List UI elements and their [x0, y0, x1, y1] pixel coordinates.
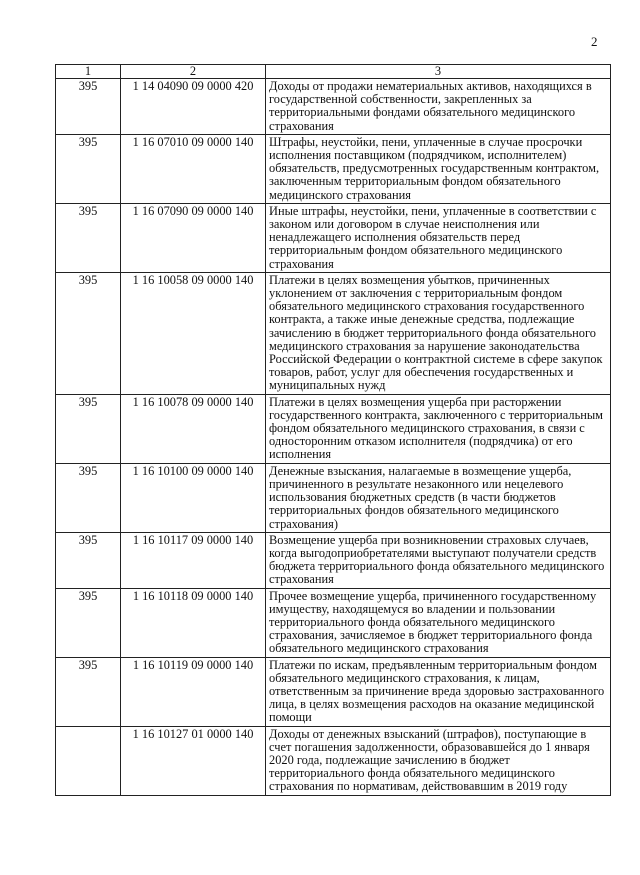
- admin-code-cell: 395: [56, 463, 121, 532]
- admin-code-cell: 395: [56, 203, 121, 272]
- admin-code-cell: 395: [56, 657, 121, 726]
- table-row: [56, 588, 611, 657]
- revenue-code-cell: 1 16 07090 09 0000 140: [121, 203, 266, 272]
- page-number: 2: [591, 34, 598, 49]
- table-row: [56, 394, 611, 463]
- table-row: [56, 726, 611, 795]
- revenue-name-cell: Платежи в целях возмещения убытков, причиненных уклонением от заключения с территориальным фондом обязательного медицинского страхования государственного контракта, а также иные денежные средства, подлежащие зачислению в бюджет территориального фонда обязательного медицинского страхования за нарушение законодательства Российской Федерации о контрактной системе в сфере закупок товаров, работ, услуг для обеспечения государственных и муниципальных нужд: [266, 272, 611, 394]
- header-cell-code: 2: [121, 65, 266, 79]
- admin-code-cell: 395: [56, 394, 121, 463]
- admin-code-cell: 395: [56, 532, 121, 588]
- admin-code-cell: [56, 726, 121, 795]
- admin-code-cell: 395: [56, 588, 121, 657]
- admin-code-cell: 395: [56, 134, 121, 203]
- revenue-code-cell: 1 16 10078 09 0000 140: [121, 394, 266, 463]
- revenue-code-cell: 1 16 10117 09 0000 140: [121, 532, 266, 588]
- revenue-code-cell: 1 16 10118 09 0000 140: [121, 588, 266, 657]
- revenue-code-cell: 1 16 10119 09 0000 140: [121, 657, 266, 726]
- revenue-code-cell: 1 16 10100 09 0000 140: [121, 463, 266, 532]
- revenue-code-cell: 1 14 04090 09 0000 420: [121, 79, 266, 135]
- revenue-name-cell: Иные штрафы, неустойки, пени, уплаченные в соответствии с законом или договором в случае неисполнения или ненадлежащего исполнения обязательств перед территориальным фондом обязательного медицинского страхования: [266, 203, 611, 272]
- revenue-name-cell: Доходы от продажи нематериальных активов, находящихся в государственной собственности, закрепленных за территориальными фондами обязательного медицинского страхования: [266, 79, 611, 135]
- table-header-row: [56, 65, 611, 79]
- revenue-name-cell: Штрафы, неустойки, пени, уплаченные в случае просрочки исполнения поставщиком (подрядчиком, исполнителем) обязательств, предусмотренных государственным контрактом, заключенным территориальным фондом обязательного медицинского страхования: [266, 134, 611, 203]
- admin-code-cell: 395: [56, 79, 121, 135]
- revenue-codes-table: [55, 64, 611, 796]
- table-row: [56, 532, 611, 588]
- revenue-name-cell: Платежи по искам, предъявленным территориальным фондом обязательного медицинского страхования, к лицам, ответственным за причинение вреда здоровью застрахованного лица, в целях возмещения расходов на оказание медицинской помощи: [266, 657, 611, 726]
- revenue-code-cell: 1 16 07010 09 0000 140: [121, 134, 266, 203]
- revenue-code-cell: 1 16 10127 01 0000 140: [121, 726, 266, 795]
- table-row: [56, 657, 611, 726]
- table-row: [56, 272, 611, 394]
- revenue-name-cell: Денежные взыскания, налагаемые в возмещение ущерба, причиненного в результате незаконного или нецелевого использования бюджетных средств (в части бюджетов территориальных фондов обязательного медицинского страхования): [266, 463, 611, 532]
- revenue-name-cell: Доходы от денежных взысканий (штрафов), поступающие в счет погашения задолженности, образовавшейся до 1 января 2020 года, подлежащие зачислению в бюджет территориального фонда обязательного медицинского страхования по нормативам, действовавшим в 2019 году: [266, 726, 611, 795]
- revenue-code-cell: 1 16 10058 09 0000 140: [121, 272, 266, 394]
- table-row: [56, 79, 611, 135]
- admin-code-cell: 395: [56, 272, 121, 394]
- revenue-name-cell: Платежи в целях возмещения ущерба при расторжении государственного контракта, заключенного с территориальным фондом обязательного медицинского страхования, в связи с односторонним отказом исполнителя (подрядчика) от его исполнения: [266, 394, 611, 463]
- table-row: [56, 463, 611, 532]
- table-row: [56, 134, 611, 203]
- revenue-name-cell: Прочее возмещение ущерба, причиненного государственному имуществу, находящемуся во владении и пользовании территориального фонда обязательного медицинского страхования, зачисляемое в бюджет территориального фонда обязательного медицинского страхования: [266, 588, 611, 657]
- header-cell-admin: 1: [56, 65, 121, 79]
- table-row: [56, 203, 611, 272]
- revenue-name-cell: Возмещение ущерба при возникновении страховых случаев, когда выгодоприобретателями выступают получатели средств бюджета территориального фонда обязательного медицинского страхования: [266, 532, 611, 588]
- header-cell-name: 3: [266, 65, 611, 79]
